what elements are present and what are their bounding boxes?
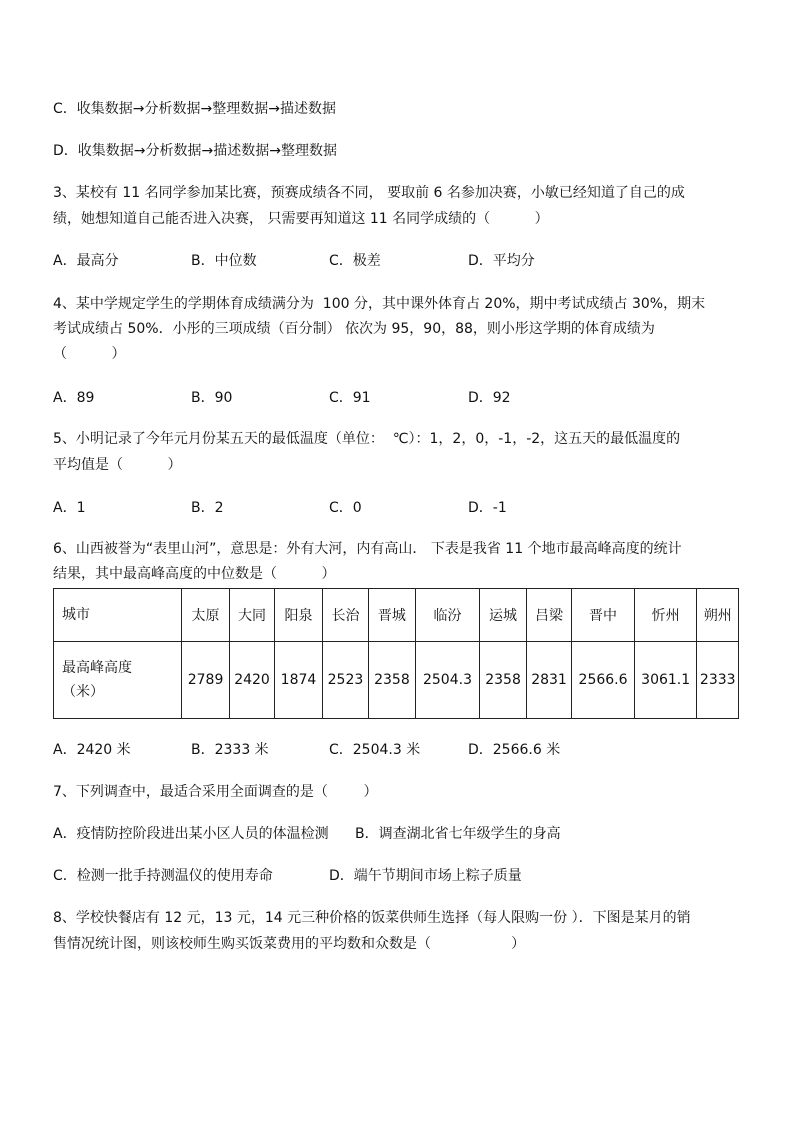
table-city-cell: 忻州 (634, 589, 697, 642)
q2-option-c: C．收集数据→分析数据→整理数据→描述数据 (53, 101, 336, 117)
peak-height-table (53, 588, 739, 719)
q6-option-a: A．2420 米 (53, 742, 131, 758)
q5-options (53, 498, 753, 518)
q7-options-row-1 (53, 824, 753, 844)
table-city-cell: 大同 (229, 589, 274, 642)
table-header-label: 城市 (54, 589, 182, 642)
q3-options (53, 251, 753, 271)
q5-option-a: A．1 (53, 500, 86, 516)
q8-stem-line-2: 售情况统计图，则该校师生购买饭菜费用的平均数和众数是（ ） (53, 936, 526, 952)
q5-option-c: C．0 (329, 500, 362, 516)
q4-option-c: C．91 (329, 390, 371, 406)
table-header-row (54, 589, 739, 642)
q5-option-d: D．-1 (468, 500, 507, 516)
q3-option-d: D．平均分 (468, 253, 535, 269)
q6-option-b: B．2333 米 (191, 742, 269, 758)
table-row (54, 642, 739, 719)
q3-option-b: B．中位数 (191, 253, 257, 269)
q7-option-b: B．调查湖北省七年级学生的身高 (355, 826, 561, 842)
table-height-cell: 2566.6 (572, 642, 635, 719)
table-height-cell: 2504.3 (415, 642, 480, 719)
table-height-cell: 2789 (182, 642, 229, 719)
table-city-cell: 临汾 (415, 589, 480, 642)
table-height-cell: 2523 (322, 642, 368, 719)
q7-stem: 7、下列调查中，最适合采用全面调查的是（ ） (53, 784, 378, 800)
q7-option-d: D．端午节期间市场上粽子质量 (329, 868, 522, 884)
table-city-cell: 晋城 (369, 589, 415, 642)
table-height-cell: 2358 (369, 642, 415, 719)
q5-stem-line-2: 平均值是（ ） (53, 457, 182, 473)
q6-option-d: D．2566.6 米 (468, 742, 561, 758)
q7-options-row-2 (53, 866, 753, 886)
q4-stem-line-2: 考试成绩占 50%．小彤的三项成绩（百分制） 依次为 95，90，88，则小彤这学期的体育成绩为 (53, 321, 655, 337)
table-row-label-line-2: （米） (62, 684, 104, 700)
q2-option-d: D．收集数据→分析数据→描述数据→整理数据 (53, 143, 337, 159)
q4-option-d: D．92 (468, 390, 511, 406)
table-height-cell: 2831 (526, 642, 571, 719)
q3-option-a: A．最高分 (53, 253, 119, 269)
q6-option-c: C．2504.3 米 (329, 742, 421, 758)
table-row-label (54, 642, 182, 719)
q5-stem-line-1: 5、小明记录了今年元月份某五天的最低温度（单位： ℃）：1，2，0，-1，-2，这五天的最低温度的 (53, 431, 681, 447)
table-row-label-line-1: 最高峰高度 (62, 660, 132, 676)
q4-option-b: B．90 (191, 390, 233, 406)
q6-stem-line-2: 结果，其中最高峰高度的中位数是（ ） (53, 566, 336, 582)
table-height-cell: 3061.1 (634, 642, 697, 719)
q4-stem-line-1: 4、某中学规定学生的学期体育成绩满分为 100 分，其中课外体育占 20%，期中考试成绩占 30%，期末 (53, 296, 706, 312)
q7-option-a: A．疫情防控阶段进出某小区人员的体温检测 (53, 826, 329, 842)
q6-options (53, 740, 753, 760)
q7-option-c: C．检测一批手持测温仪的使用寿命 (53, 868, 273, 884)
q4-stem-line-3: （ ） (53, 346, 126, 362)
table-height-cell: 2358 (480, 642, 526, 719)
q3-option-c: C．极差 (329, 253, 381, 269)
q3-stem-line-2: 绩，她想知道自己能否进入决赛， 只需要再知道这 11 名同学成绩的（ ） (53, 211, 549, 227)
table-height-cell: 2420 (229, 642, 274, 719)
table-city-cell: 阳泉 (275, 589, 322, 642)
q3-stem-line-1: 3、某校有 11 名同学参加某比赛，预赛成绩各不同， 要取前 6 名参加决赛，小敏已经知道了自己的成 (53, 185, 685, 201)
table-city-cell: 晋中 (572, 589, 635, 642)
q8-stem-line-1: 8、学校快餐店有 12 元，13 元，14 元三种价格的饭菜供师生选择（每人限购一份 ）．下图是某月的销 (53, 910, 691, 926)
q4-option-a: A．89 (53, 390, 95, 406)
table-city-cell: 太原 (182, 589, 229, 642)
q5-option-b: B．2 (191, 500, 224, 516)
table-city-cell: 朔州 (697, 589, 739, 642)
q4-options (53, 388, 753, 408)
table-city-cell: 长治 (322, 589, 368, 642)
table-city-cell: 运城 (480, 589, 526, 642)
table-city-cell: 吕梁 (526, 589, 571, 642)
q6-stem-line-1: 6、山西被誉为“表里山河”，意思是：外有大河，内有高山． 下表是我省 11 个地市最高峰高度的统计 (53, 541, 682, 557)
table-height-cell: 1874 (275, 642, 322, 719)
table-height-cell: 2333 (697, 642, 739, 719)
